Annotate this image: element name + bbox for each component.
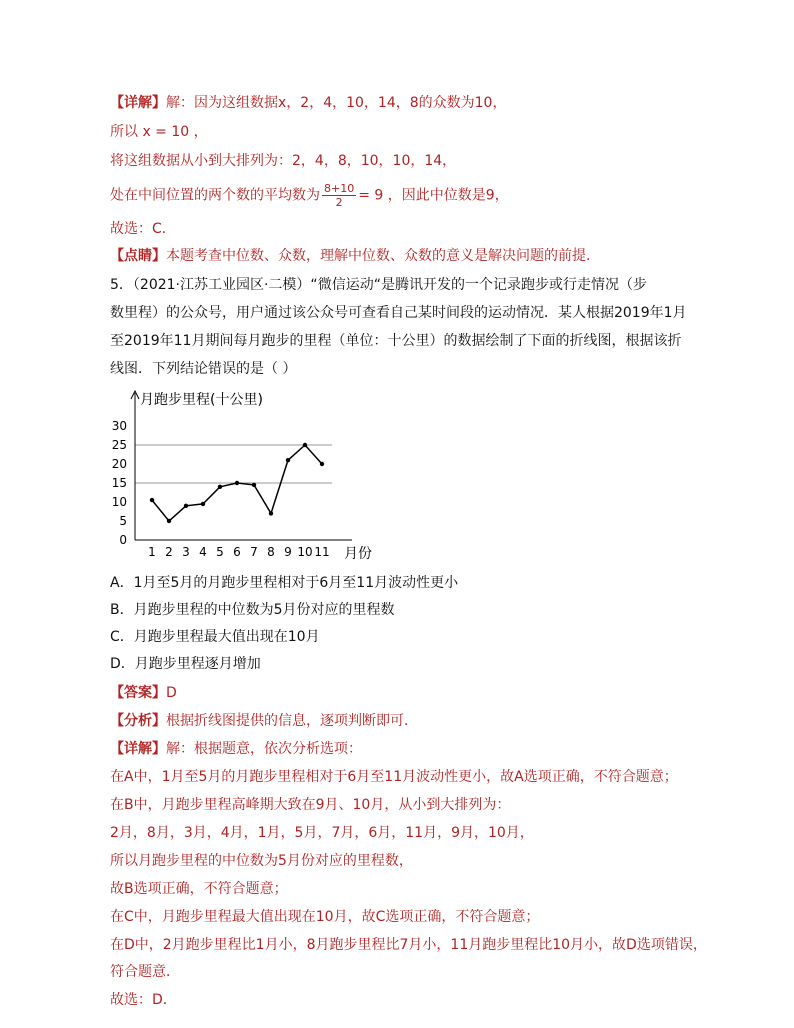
answer-detail-line bbox=[110, 739, 362, 759]
reason-line-4: 所以月跑步里程的中位数为5月份对应的里程数， bbox=[110, 853, 413, 869]
y-tick-label-0: 0 bbox=[119, 533, 127, 547]
question-line-3: 至2019年11月期间每月跑步的里程（单位：十公里）的数据绘制了下面的折线图，根据该折 bbox=[110, 333, 682, 349]
reason-line-1: 在A中，1月至5月的月跑步里程相对于6月至11月波动性更小，故A选项正确，不符合题意； bbox=[110, 769, 678, 785]
reason-line-5: 故B选项正确，不符合题意； bbox=[110, 881, 288, 897]
question-line-1: 5．（2021·江苏工业园区·二模）“微信运动“是腾讯开发的一个记录跑步或行走情况（步 bbox=[110, 277, 647, 293]
question-line-2: 数里程）的公众号，用户通过该公众号可查看自己某时间段的运动情况．某人根据2019年1月 bbox=[110, 305, 687, 321]
data-point-2 bbox=[167, 519, 171, 523]
data-point-10 bbox=[303, 443, 307, 447]
answer-detail-tag: 【详解】 bbox=[110, 741, 166, 757]
data-point-4 bbox=[201, 502, 205, 506]
x-tick-label-9: 9 bbox=[284, 545, 292, 559]
option-b: B．月跑步里程的中位数为5月份对应的里程数 bbox=[110, 602, 395, 618]
analysis-text: 根据折线图提供的信息，逐项判断即可． bbox=[166, 713, 418, 729]
x-tick-label-8: 8 bbox=[267, 545, 275, 559]
y-tick-label-30: 30 bbox=[111, 419, 127, 433]
analysis-tag: 【分析】 bbox=[110, 713, 166, 729]
reason-line-2: 在B中，月跑步里程高峰期大致在9月、10月，从小到大排列为： bbox=[110, 797, 511, 813]
detail-line-2: 所以 x = 10 ， bbox=[110, 124, 208, 140]
answer-value: D bbox=[166, 685, 177, 701]
chart-title: 月跑步里程(十公里) bbox=[140, 392, 263, 408]
y-tick-label-20: 20 bbox=[111, 457, 127, 471]
tip-tag: 【点睛】 bbox=[110, 248, 166, 264]
fraction-numerator: 8+10 bbox=[324, 182, 355, 195]
detail-line-4-post: = 9 ，因此中位数是9， bbox=[358, 187, 509, 204]
detail-text: 解：因为这组数据x，2，4，10，14，8的众数为10， bbox=[166, 95, 507, 111]
reason-line-9: 故选：D． bbox=[110, 992, 177, 1008]
y-tick-label-15: 15 bbox=[111, 476, 127, 490]
option-a: A．1月至5月的月跑步里程相对于6月至11月波动性更小 bbox=[110, 575, 459, 591]
option-d: D．月跑步里程逐月增加 bbox=[110, 656, 261, 672]
data-point-1 bbox=[150, 498, 154, 502]
x-tick-label-1: 1 bbox=[148, 545, 156, 559]
x-axis-label: 月份 bbox=[344, 546, 372, 562]
data-point-5 bbox=[218, 485, 222, 489]
detail-line-1 bbox=[110, 93, 506, 113]
x-tick-label-3: 3 bbox=[182, 545, 190, 559]
data-point-7 bbox=[252, 483, 256, 487]
y-tick-label-10: 10 bbox=[111, 495, 127, 509]
x-tick-label-5: 5 bbox=[216, 545, 224, 559]
line-chart bbox=[100, 385, 390, 565]
detail-line-4 bbox=[110, 182, 509, 209]
answer-tag: 【答案】 bbox=[110, 685, 166, 701]
reason-line-3: 2月，8月，3月，4月，1月，5月，7月，6月，11月，9月，10月， bbox=[110, 825, 534, 841]
y-tick-label-25: 25 bbox=[111, 438, 127, 452]
x-tick-label-7: 7 bbox=[250, 545, 258, 559]
tip-text: 本题考查中位数、众数，理解中位数、众数的意义是解决问题的前提． bbox=[166, 248, 600, 264]
answer-line bbox=[110, 683, 177, 703]
data-point-3 bbox=[184, 504, 188, 508]
x-tick-label-10: 10 bbox=[297, 545, 313, 559]
x-tick-label-2: 2 bbox=[165, 545, 173, 559]
reason-line-8: 符合题意． bbox=[110, 964, 180, 980]
x-tick-label-6: 6 bbox=[233, 545, 241, 559]
data-point-8 bbox=[269, 511, 273, 515]
x-tick-label-11: 11 bbox=[314, 545, 330, 559]
data-point-11 bbox=[320, 462, 324, 466]
detail-line-3: 将这组数据从小到大排列为：2，4，8，10，10，14， bbox=[110, 153, 457, 169]
fraction-denominator: 2 bbox=[335, 196, 343, 209]
y-tick-label-5: 5 bbox=[119, 514, 127, 528]
reason-line-6: 在C中，月跑步里程最大值出现在10月，故C选项正确，不符合题意； bbox=[110, 909, 540, 925]
tip-line bbox=[110, 246, 600, 266]
detail-line-5: 故选：C． bbox=[110, 221, 176, 237]
question-line-4: 线图．下列结论错误的是（ ） bbox=[110, 361, 297, 377]
data-point-6 bbox=[235, 481, 239, 485]
reason-line-7: 在D中，2月跑步里程比1月小，8月跑步里程比7月小，11月跑步里程比10月小，故D选项错误， bbox=[110, 937, 707, 953]
analysis-line bbox=[110, 711, 418, 731]
option-c: C．月跑步里程最大值出现在10月 bbox=[110, 629, 320, 645]
data-point-9 bbox=[286, 458, 290, 462]
detail-line-4-pre: 处在中间位置的两个数的平均数为 bbox=[110, 187, 320, 204]
fraction bbox=[322, 182, 356, 209]
detail-tag: 【详解】 bbox=[110, 95, 166, 111]
answer-detail-text: 解：根据题意，依次分析选项： bbox=[166, 741, 362, 757]
x-tick-label-4: 4 bbox=[199, 545, 207, 559]
